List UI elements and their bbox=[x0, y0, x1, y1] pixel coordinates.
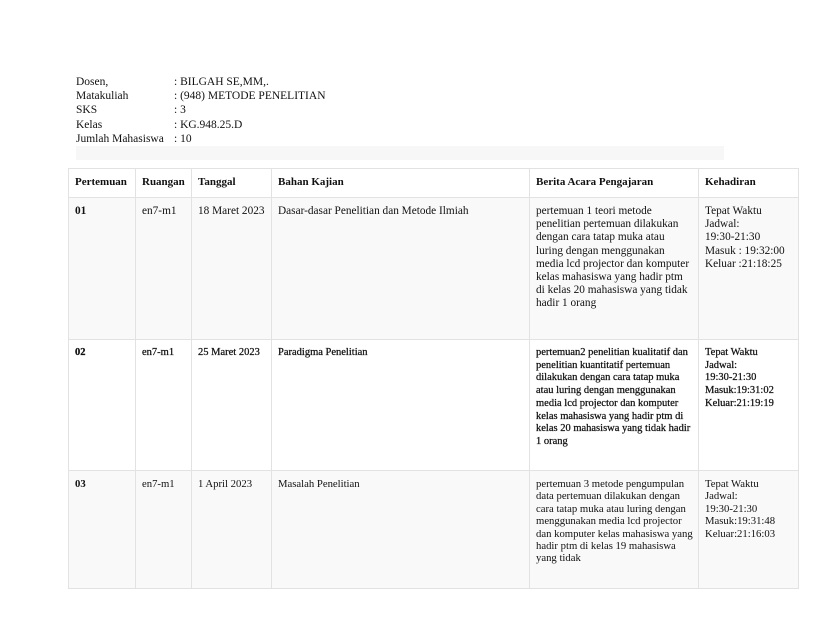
info-row-jumlah bbox=[76, 132, 326, 146]
info-row-kelas bbox=[76, 118, 326, 132]
table-header-row bbox=[69, 169, 799, 198]
info-divider-band bbox=[76, 146, 724, 160]
info-label: Jumlah Mahasiswa bbox=[76, 132, 164, 145]
kehadiran-status: Tepat Waktu bbox=[705, 478, 759, 490]
cell-ruangan: en7-m1 bbox=[136, 340, 192, 471]
header-kehadiran: Kehadiran bbox=[699, 169, 799, 198]
kehadiran-keluar: Keluar:21:16:03 bbox=[705, 527, 776, 540]
table-row bbox=[69, 198, 799, 340]
kehadiran-jadwal: 19:30-21:30 bbox=[705, 231, 761, 244]
info-label: SKS bbox=[76, 104, 98, 117]
info-label: Matakuliah bbox=[76, 90, 129, 103]
header-tanggal: Tanggal bbox=[192, 169, 272, 198]
header-ruangan: Ruangan bbox=[136, 169, 192, 198]
info-label: Kelas bbox=[76, 118, 103, 131]
cell-bahan-kajian: Paradigma Penelitian bbox=[272, 340, 530, 471]
cell-bahan-kajian: Masalah Penelitian bbox=[272, 471, 530, 589]
cell-kehadiran bbox=[699, 340, 799, 471]
kehadiran-masuk: Masuk : 19:32:00 bbox=[705, 244, 785, 257]
info-value: : 3 bbox=[174, 104, 186, 117]
kehadiran-keluar: Keluar :21:18:25 bbox=[705, 257, 782, 270]
info-row-dosen bbox=[76, 75, 326, 89]
kehadiran-status: Tepat Waktu bbox=[705, 347, 758, 358]
header-berita-acara: Berita Acara Pengajaran bbox=[530, 169, 699, 198]
kehadiran-masuk: Masuk:19:31:48 bbox=[705, 515, 776, 528]
kehadiran-status: Tepat Waktu bbox=[705, 205, 762, 217]
header-bahan-kajian: Bahan Kajian bbox=[272, 169, 530, 198]
info-value: : KG.948.25.D bbox=[174, 118, 243, 131]
table-row bbox=[69, 471, 799, 589]
cell-tanggal: 18 Maret 2023 bbox=[192, 198, 272, 340]
cell-berita-acara: pertemuan 1 teori metode penelitian pertemuan dilakukan dengan cara tatap muka atau luring dengan menggunakan media lcd projector dan komputer kelas mahasiswa yang hadir ptm di kelas 20 mahasiswa yang tidak hadir 1 orang bbox=[530, 198, 699, 340]
course-info bbox=[76, 75, 326, 146]
cell-berita-acara: pertemuan 3 metode pengumpulan data pertemuan dilakukan dengan cara tatap muka atau luring dengan menggunakan media lcd projector dan komputer kelas mahasiswa yang hadir ptm di kelas 19 mahasiswa yang tidak bbox=[530, 471, 699, 589]
kehadiran-jadwal: 19:30-21:30 bbox=[705, 502, 758, 515]
cell-tanggal: 1 April 2023 bbox=[192, 471, 272, 589]
cell-kehadiran bbox=[699, 198, 799, 340]
cell-tanggal: 25 Maret 2023 bbox=[192, 340, 272, 471]
cell-ruangan: en7-m1 bbox=[136, 198, 192, 340]
cell-bahan-kajian: Dasar-dasar Penelitian dan Metode Ilmiah bbox=[272, 198, 530, 340]
cell-pertemuan: 01 bbox=[69, 198, 136, 340]
attendance-table bbox=[68, 168, 799, 589]
header-pertemuan: Pertemuan bbox=[69, 169, 136, 198]
cell-pertemuan: 03 bbox=[69, 471, 136, 589]
cell-kehadiran bbox=[699, 471, 799, 589]
cell-pertemuan: 02 bbox=[69, 340, 136, 471]
info-label: Dosen, bbox=[76, 76, 109, 88]
cell-berita-acara: pertemuan2 penelitian kualitatif dan penelitian kuantitatif pertemuan dilakukan dengan cara tatap muka atau luring dengan menggunakan media lcd projector dan komputer kelas mahasiswa yang hadir ptm di kelas 20 mahasiswa yang tidak hadir 1 orang bbox=[530, 340, 699, 471]
kehadiran-jadwal-label: Jadwal: bbox=[705, 359, 738, 371]
kehadiran-masuk: Masuk:19:31:02 bbox=[705, 385, 774, 397]
info-row-matakuliah bbox=[76, 89, 326, 103]
kehadiran-keluar: Keluar:21:19:19 bbox=[705, 397, 774, 409]
info-value: : (948) METODE PENELITIAN bbox=[174, 90, 326, 103]
kehadiran-jadwal: 19:30-21:30 bbox=[705, 372, 757, 384]
kehadiran-jadwal-label: Jadwal: bbox=[705, 218, 740, 231]
kehadiran-jadwal-label: Jadwal: bbox=[705, 490, 738, 503]
table-row bbox=[69, 340, 799, 471]
cell-ruangan: en7-m1 bbox=[136, 471, 192, 589]
info-value: : 10 bbox=[174, 132, 192, 145]
info-value: : BILGAH SE,MM,. bbox=[174, 76, 269, 88]
info-row-sks bbox=[76, 103, 326, 117]
